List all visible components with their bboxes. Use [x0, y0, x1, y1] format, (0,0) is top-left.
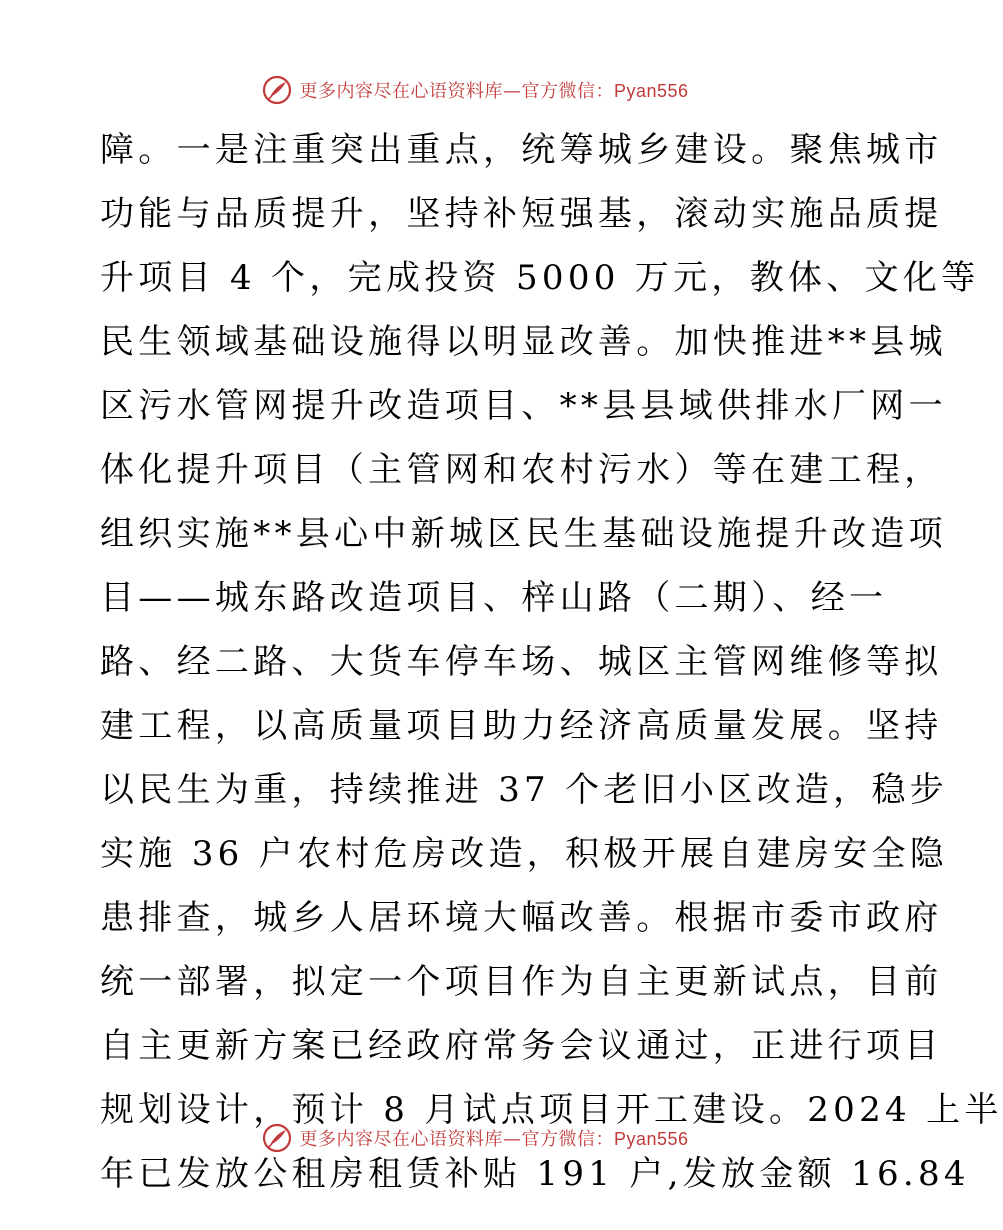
feather-pen-icon [261, 1122, 293, 1154]
text-line: 组织实施**县心中新城区民生基础设施提升改造项 [100, 514, 947, 554]
text-line: 建工程，以高质量项目助力经济高质量发展。坚持 [100, 706, 943, 746]
text-line: 年已发放公租房租赁补贴 191 户,发放金额 16.84 [100, 1154, 970, 1194]
banner-text: 更多内容尽在心语资料库—官方微信：Pyan556 [299, 81, 689, 102]
text-line: 实施 36 户农村危房改造，积极开展自建房安全隐 [100, 834, 949, 874]
feather-pen-icon [261, 74, 293, 106]
header-watermark-banner [0, 70, 950, 110]
text-line: 患排查，城乡人居环境大幅改善。根据市委市政府 [100, 898, 943, 938]
text-line: 以民生为重，持续推进 37 个老旧小区改造，稳步 [100, 770, 949, 810]
text-line: 规划设计，预计 8 月试点项目开工建设。2024 上半 [100, 1090, 1003, 1130]
banner-handle: Pyan556 [613, 81, 689, 101]
text-line: 统一部署，拟定一个项目作为自主更新试点，目前 [100, 962, 943, 1002]
document-body [100, 118, 1003, 1206]
footer-watermark-banner [0, 1118, 950, 1158]
text-line: 体化提升项目（主管网和农村污水）等在建工程， [100, 450, 943, 490]
text-line: 功能与品质提升，坚持补短强基，滚动实施品质提 [100, 194, 943, 234]
text-line: 升项目 4 个，完成投资 5000 万元，教体、文化等 [100, 258, 980, 298]
banner-text: 更多内容尽在心语资料库—官方微信：Pyan556 [299, 1129, 689, 1150]
text-line: 障。一是注重突出重点，统筹城乡建设。聚焦城市 [100, 130, 943, 170]
text-line: 区污水管网提升改造项目、**县县域供排水厂网一 [100, 386, 947, 426]
banner-handle: Pyan556 [613, 1129, 689, 1149]
text-line: 目——城东路改造项目、梓山路（二期）、经一 [100, 578, 888, 618]
text-line: 路、经二路、大货车停车场、城区主管网维修等拟 [100, 642, 943, 682]
text-line: 民生领域基础设施得以明显改善。加快推进**县城 [100, 322, 947, 362]
text-line: 自主更新方案已经政府常务会议通过，正进行项目 [100, 1026, 943, 1066]
